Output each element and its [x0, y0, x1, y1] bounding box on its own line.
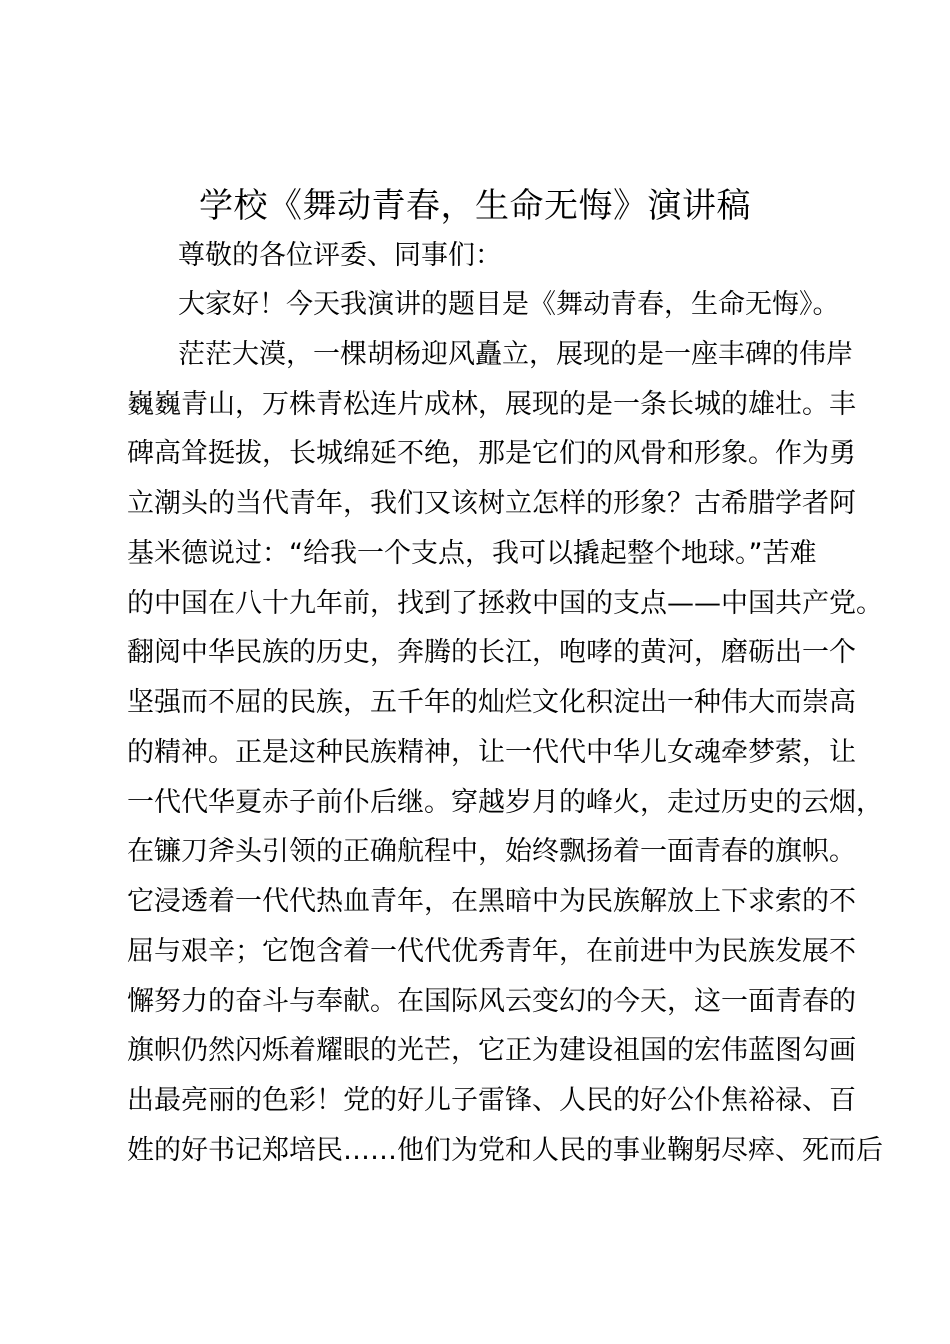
paragraph-line-10: 一代代华夏赤子前仆后继。穿越岁月的峰火，走过历史的云烟，: [127, 787, 883, 818]
paragraph-line-5: 基米德说过：“给我一个支点，我可以撬起整个地球。”苦难: [127, 538, 817, 569]
paragraph-line-17: 姓的好书记郑培民……他们为党和人民的事业鞠躬尽瘁、死而后: [127, 1135, 883, 1166]
paragraph-line-7: 翻阅中华民族的历史，奔腾的长江，咆哮的黄河，磨砺出一个: [127, 637, 856, 668]
paragraph-line-14: 懈努力的奋斗与奉献。在国际风云变幻的今天，这一面青春的: [127, 986, 856, 1017]
opening-line: 大家好！今天我演讲的题目是《舞动青春，生命无悔》。: [178, 289, 840, 320]
paragraph-line-8: 坚强而不屈的民族，五千年的灿烂文化积淀出一种伟大而崇高: [127, 687, 856, 718]
paragraph-line-9: 的精神。正是这种民族精神，让一代代中华儿女魂牵梦萦，让: [127, 737, 856, 768]
greeting-line: 尊敬的各位评委、同事们：: [178, 240, 502, 271]
document-title: 学校《舞动青春，生命无悔》演讲稿: [199, 186, 751, 226]
paragraph-line-1: 茫茫大漠，一棵胡杨迎风矗立，展现的是一座丰碑的伟岸: [178, 339, 853, 370]
paragraph-line-15: 旗帜仍然闪烁着耀眼的光芒，它正为建设祖国的宏伟蓝图勾画: [127, 1035, 856, 1066]
paragraph-line-16: 出最亮丽的色彩！党的好儿子雷锋、人民的好公仆焦裕禄、百: [127, 1085, 856, 1116]
paragraph-line-12: 它浸透着一代代热血青年，在黑暗中为民族解放上下求索的不: [127, 886, 856, 917]
paragraph-line-3: 碑高耸挺拔，长城绵延不绝，那是它们的风骨和形象。作为勇: [127, 438, 856, 469]
paragraph-line-11: 在镰刀斧头引领的正确航程中，始终飘扬着一面青春的旗帜。: [127, 836, 856, 867]
paragraph-line-2: 巍巍青山，万株青松连片成林，展现的是一条长城的雄壮。丰: [127, 389, 856, 420]
paragraph-line-13: 屈与艰辛；它饱含着一代代优秀青年，在前进中为民族发展不: [127, 936, 856, 967]
paragraph-line-6: 的中国在八十九年前，找到了拯救中国的支点——中国共产党。: [127, 588, 883, 619]
paragraph-line-4: 立潮头的当代青年，我们又该树立怎样的形象？古希腊学者阿: [127, 488, 856, 519]
